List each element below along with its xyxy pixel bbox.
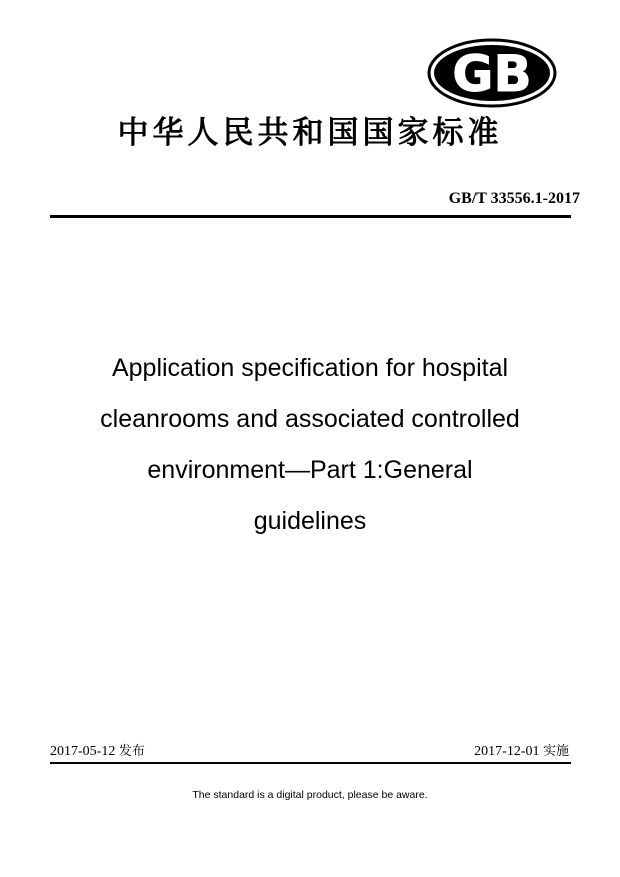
standard-number: GB/T 33556.1-2017	[448, 190, 580, 207]
bottom-divider	[50, 762, 571, 764]
implement-date-group	[474, 740, 569, 760]
title-line-4: guidelines	[253, 507, 367, 535]
issuing-organization: 中华人民共和国国家标准	[117, 115, 503, 151]
gb-logo-text: GB	[452, 45, 532, 103]
document-title	[40, 343, 580, 547]
digital-product-notice: The standard is a digital product, please be aware.	[192, 789, 428, 801]
top-divider	[50, 215, 571, 218]
implement-label: 实施	[542, 744, 569, 759]
implement-date: 2017-12-01	[474, 744, 540, 759]
issue-date-group	[50, 740, 145, 760]
issue-label: 发布	[118, 744, 145, 759]
issue-date: 2017-05-12	[50, 744, 116, 759]
title-line-1: Application specification for hospital	[111, 354, 509, 382]
title-line-2: cleanrooms and associated controlled	[100, 405, 520, 433]
gb-logo	[426, 38, 558, 108]
title-line-3: environment—Part 1:General	[147, 456, 473, 484]
date-row	[50, 740, 571, 760]
gb-logo-icon	[426, 38, 558, 108]
